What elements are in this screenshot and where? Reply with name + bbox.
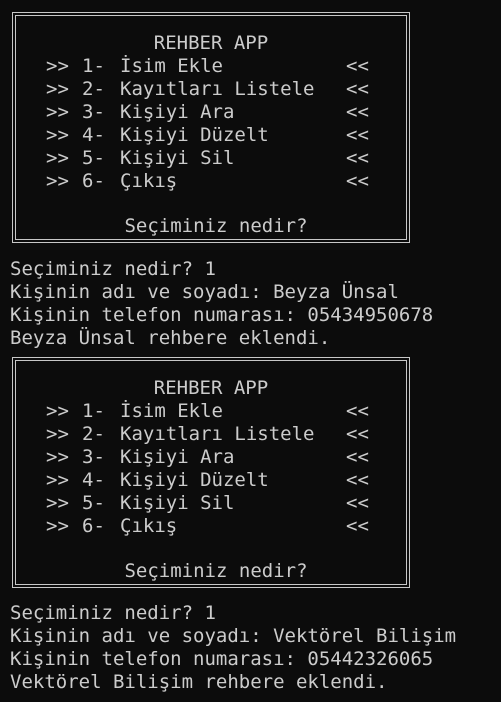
menu-item-prefix: >> <box>46 147 69 169</box>
menu-title: REHBER APP <box>153 32 269 54</box>
menu-item-suffix: << <box>346 124 369 146</box>
menu-box <box>12 12 410 243</box>
menu-item-prefix: >> <box>46 170 69 192</box>
menu-prompt: Seçiminiz nedir? <box>124 560 308 582</box>
console-output-line: Kişinin adı ve soyadı: Beyza Ünsal <box>10 281 399 303</box>
menu-item-number: 3- <box>82 446 105 468</box>
menu-item-prefix: >> <box>46 78 69 100</box>
menu-item-label: Kayıtları Listele <box>120 78 315 100</box>
menu-item-prefix: >> <box>46 492 69 514</box>
console-output-line: Kişinin telefon numarası: 05442326065 <box>10 648 434 670</box>
menu-item-suffix: << <box>346 101 369 123</box>
menu-item-prefix: >> <box>46 423 69 445</box>
menu-item-suffix: << <box>346 147 369 169</box>
menu-item-label: Kişiyi Ara <box>120 101 235 123</box>
menu-item-prefix: >> <box>46 446 69 468</box>
menu-item-label: İsim Ekle <box>120 55 223 77</box>
console-output-line: Kişinin telefon numarası: 05434950678 <box>10 304 434 326</box>
menu-item-suffix: << <box>346 170 369 192</box>
menu-item-label: Kişiyi Düzelt <box>120 124 269 146</box>
console-output-line: Seçiminiz nedir? 1 <box>10 602 216 624</box>
menu-item-suffix: << <box>346 469 369 491</box>
menu-item-prefix: >> <box>46 469 69 491</box>
menu-item-suffix: << <box>346 55 369 77</box>
menu-item-label: Çıkış <box>120 515 178 537</box>
console-output-line: Seçiminiz nedir? 1 <box>10 258 216 280</box>
menu-item-label: Kayıtları Listele <box>120 423 315 445</box>
menu-item-prefix: >> <box>46 400 69 422</box>
menu-item-prefix: >> <box>46 55 69 77</box>
menu-item-label: İsim Ekle <box>120 400 223 422</box>
menu-item-number: 1- <box>82 400 105 422</box>
console-output-line: Vektörel Bilişim rehbere eklendi. <box>10 671 388 693</box>
menu-item-number: 4- <box>82 124 105 146</box>
menu-item-prefix: >> <box>46 515 69 537</box>
menu-item-label: Kişiyi Sil <box>120 147 235 169</box>
menu-item-suffix: << <box>346 423 369 445</box>
menu-item-suffix: << <box>346 515 369 537</box>
console-output-line: Kişinin adı ve soyadı: Vektörel Bilişim <box>10 625 457 647</box>
menu-item-label: Çıkış <box>120 170 178 192</box>
menu-item-prefix: >> <box>46 124 69 146</box>
menu-item-number: 6- <box>82 170 105 192</box>
menu-item-number: 5- <box>82 492 105 514</box>
menu-title: REHBER APP <box>153 377 269 399</box>
menu-box <box>12 357 410 588</box>
menu-item-suffix: << <box>346 400 369 422</box>
menu-prompt: Seçiminiz nedir? <box>124 215 308 237</box>
menu-item-label: Kişiyi Düzelt <box>120 469 269 491</box>
menu-item-label: Kişiyi Sil <box>120 492 235 514</box>
menu-item-number: 4- <box>82 469 105 491</box>
menu-item-suffix: << <box>346 446 369 468</box>
menu-item-suffix: << <box>346 78 369 100</box>
menu-item-number: 2- <box>82 423 105 445</box>
menu-item-number: 3- <box>82 101 105 123</box>
menu-item-number: 1- <box>82 55 105 77</box>
menu-item-prefix: >> <box>46 101 69 123</box>
menu-item-suffix: << <box>346 492 369 514</box>
console-output-line: Beyza Ünsal rehbere eklendi. <box>10 327 331 349</box>
menu-item-number: 6- <box>82 515 105 537</box>
menu-item-label: Kişiyi Ara <box>120 446 235 468</box>
menu-item-number: 2- <box>82 78 105 100</box>
menu-item-number: 5- <box>82 147 105 169</box>
